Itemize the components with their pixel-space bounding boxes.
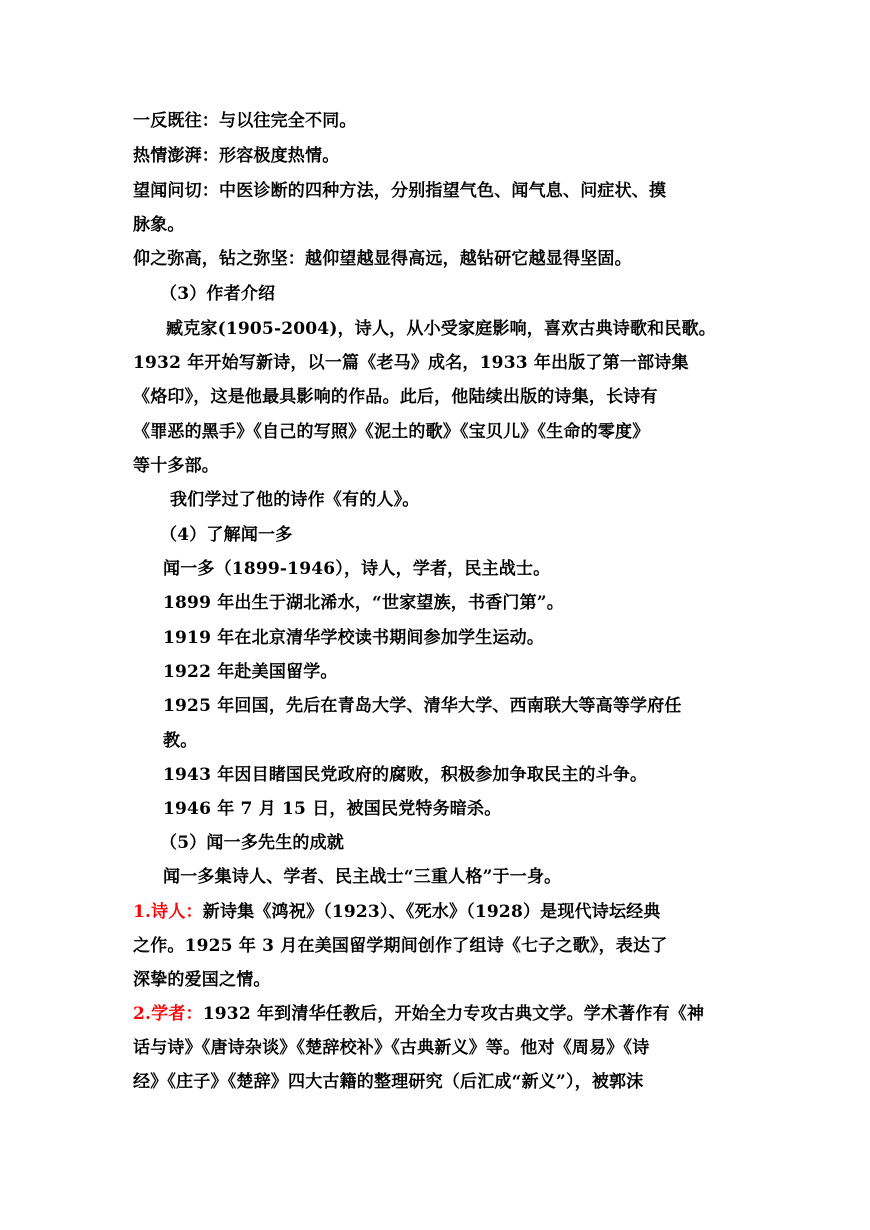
text-line: 话与诗》《唐诗杂谈》《楚辞校补》《古典新义》等。他对《周易》《诗	[133, 1038, 650, 1058]
text-span: 新诗集《鸿祝》（1923）、《死水》（1928）是现代诗坛经典	[202, 902, 661, 922]
section-heading: （4）了解闻一多	[160, 525, 293, 545]
text-line: 深挚的爱国之情。	[133, 970, 271, 990]
text-line	[133, 901, 661, 925]
highlight-label: 2.学者：	[133, 1004, 203, 1024]
text-line: 1946 年 7 月 15 日，被国民党特务暗杀。	[163, 799, 502, 819]
text-line: 一反既往：与以往完全不同。	[133, 111, 357, 131]
text-line: 热情澎湃：形容极度热情。	[133, 146, 340, 166]
text-line: 教。	[163, 731, 198, 751]
text-line: 1899 年出生于湖北浠水，“世家望族，书香门第”。	[163, 593, 564, 613]
text-line: 闻一多集诗人、学者、民主战士“三重人格”于一身。	[163, 867, 562, 887]
section-heading: （3）作者介绍	[160, 284, 276, 304]
text-line: 《烙印》，这是他最具影响的作品。此后，他陆续出版的诗集，长诗有	[133, 387, 658, 407]
text-line: 我们学过了他的诗作《有的人》。	[170, 490, 420, 510]
text-line: 1922 年赴美国留学。	[163, 662, 338, 682]
text-line: 1919 年在北京清华学校读书期间参加学生运动。	[163, 628, 545, 648]
text-line: 1932 年开始写新诗，以一篇《老马》成名，1933 年出版了第一部诗集	[133, 353, 689, 373]
highlight-label: 1.诗人：	[133, 902, 203, 922]
section-heading: （5）闻一多先生的成就	[160, 833, 345, 853]
text-line: 脉象。	[133, 215, 185, 235]
text-line	[133, 1003, 704, 1027]
text-line: 之作。1925 年 3 月在美国留学期间创作了组诗《七子之歌》，表达了	[133, 936, 668, 956]
text-line: 《罪恶的黑手》《自己的写照》《泥土的歌》《宝贝儿》《生命的零度》	[133, 422, 650, 442]
text-line: 经》《庄子》《楚辞》四大古籍的整理研究（后汇成“新义”），被郭沫	[133, 1072, 644, 1092]
text-line: 臧克家(1905-2004)，诗人，从小受家庭影响，喜欢古典诗歌和民歌。	[166, 319, 716, 339]
text-line: 闻一多（1899-1946），诗人，学者，民主战士。	[163, 559, 551, 579]
text-line: 1943 年因目睹国民党政府的腐败，积极参加争取民主的斗争。	[163, 765, 648, 785]
text-line: 等十多部。	[133, 456, 219, 476]
text-line: 仰之弥高，钻之弥坚：越仰望越显得高远，越钻研它越显得坚固。	[133, 249, 632, 269]
text-span: 1932 年到清华任教后，开始全力专攻古典文学。学术著作有《神	[202, 1004, 705, 1024]
text-line: 望闻问切：中医诊断的四种方法，分别指望气色、闻气息、问症状、摸	[133, 181, 667, 201]
text-line: 1925 年回国，先后在青岛大学、清华大学、西南联大等高等学府任	[163, 696, 682, 716]
